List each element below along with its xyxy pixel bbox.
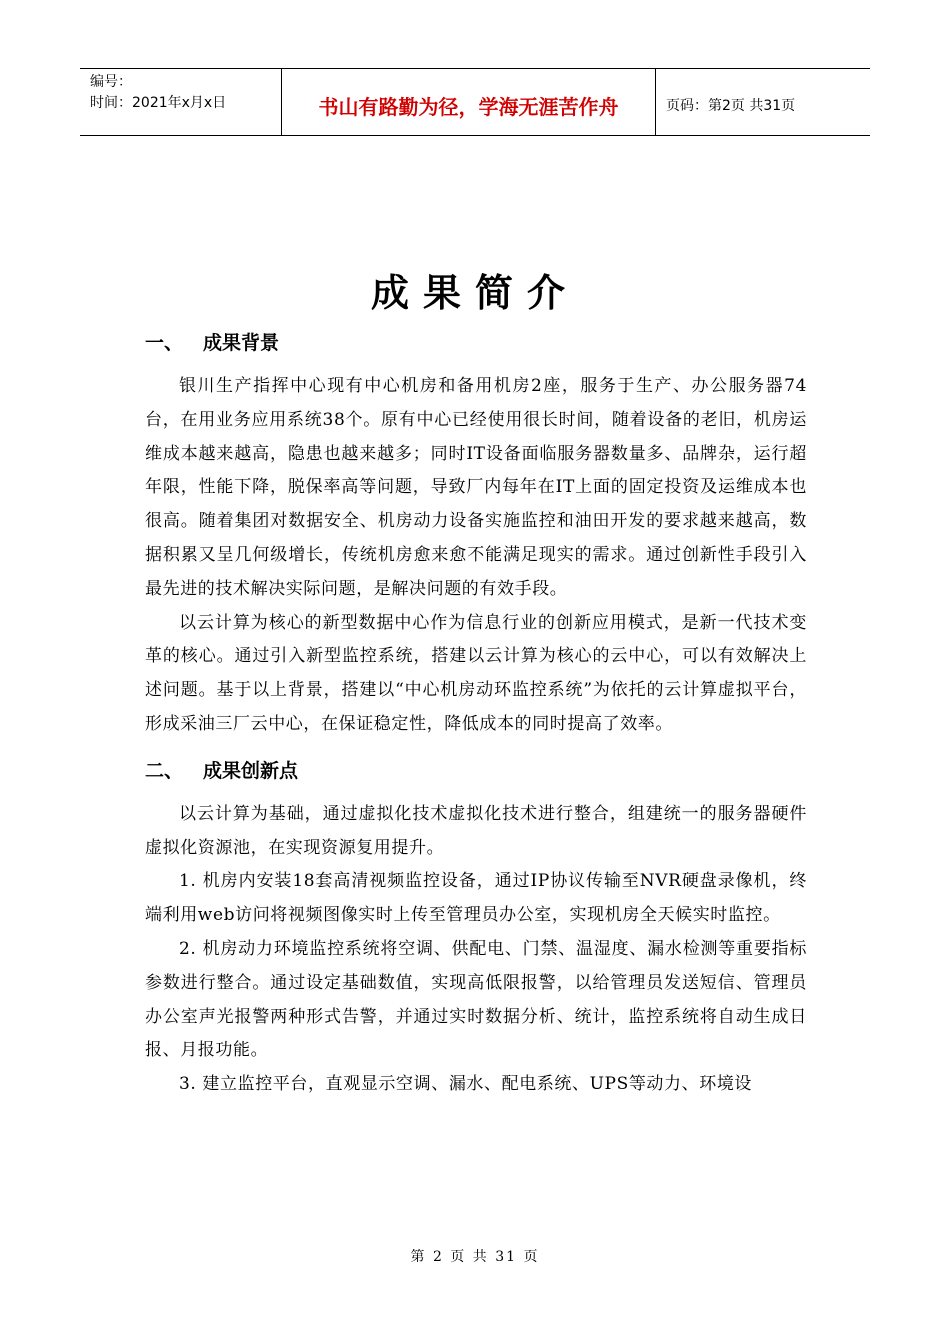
header-page-cell bbox=[656, 69, 870, 135]
paragraph: 银川生产指挥中心现有中心机房和备用机房2座，服务于生产、办公服务器74台，在用业务应用系统38个。原有中心已经使用很长时间，随着设备的老旧，机房运维成本越来越高，隐患也越来越多；同时IT设备面临服务器数量多、品牌杂，运行超年限，性能下降，脱保率高等问题，导致厂内每年在IT上面的固定投资及运维成本也很高。随着集团对数据安全、机房动力设备实施监控和油田开发的要求越来越高，数据积累又呈几何级增长，传统机房愈来愈不能满足现实的需求。通过创新性手段引入最先进的技术解决实际问题，是解决问题的有效手段。 bbox=[145, 376, 807, 599]
paragraph: 2. 机房动力环境监控系统将空调、供配电、门禁、温湿度、漏水检测等重要指标参数进行整合。通过设定基础数值，实现高低限报警，以给管理员发送短信、管理员办公室声光报警两种形式告警，并通过实时数据分析、统计，监控系统将自动生成日报、月报功能。 bbox=[145, 938, 807, 1061]
section-number: 二、 bbox=[145, 759, 184, 782]
header-meta-cell bbox=[80, 69, 282, 135]
paragraph: 以云计算为核心的新型数据中心作为信息行业的创新应用模式，是新一代技术变革的核心。通过引入新型监控系统，搭建以云计算为核心的云中心，可以有效解决上述问题。基于以上背景，搭建以“中心机房动环监控系统”为依托的云计算虚拟平台，形成采油三厂云中心，在保证稳定性，降低成本的同时提高了效率。 bbox=[145, 612, 807, 734]
header-page-info: 页码：第2页 共31页 bbox=[666, 98, 796, 114]
page-footer: 第 2 页 共 31 页 bbox=[410, 1249, 540, 1265]
section-title: 成果背景 bbox=[203, 332, 280, 354]
section-heading-background bbox=[145, 324, 807, 362]
document-body bbox=[145, 324, 807, 1102]
document-title: 成果简介 bbox=[370, 270, 579, 315]
section-heading-innovation bbox=[145, 752, 807, 790]
document-number-label: 编号： bbox=[90, 74, 132, 90]
paragraph: 以云计算为基础，通过虚拟化技术虚拟化技术进行整合，组建统一的服务器硬件虚拟化资源池，在实现资源复用提升。 bbox=[145, 803, 807, 858]
paragraph: 1. 机房内安装18套高清视频监控设备，通过IP协议传输至NVR硬盘录像机，终端利用web访问将视频图像实时上传至管理员办公室，实现机房全天候实时监控。 bbox=[145, 871, 807, 926]
header-motto-cell bbox=[282, 69, 656, 135]
section-number: 一、 bbox=[145, 332, 184, 354]
page-header bbox=[80, 68, 870, 136]
section-title: 成果创新点 bbox=[203, 759, 299, 782]
document-time-label: 时间：2021年x月x日 bbox=[90, 95, 227, 111]
header-motto: 书山有路勤为径，学海无涯苦作舟 bbox=[318, 94, 619, 119]
paragraph: 3. 建立监控平台，直观显示空调、漏水、配电系统、UPS等动力、环境设 bbox=[179, 1074, 753, 1095]
